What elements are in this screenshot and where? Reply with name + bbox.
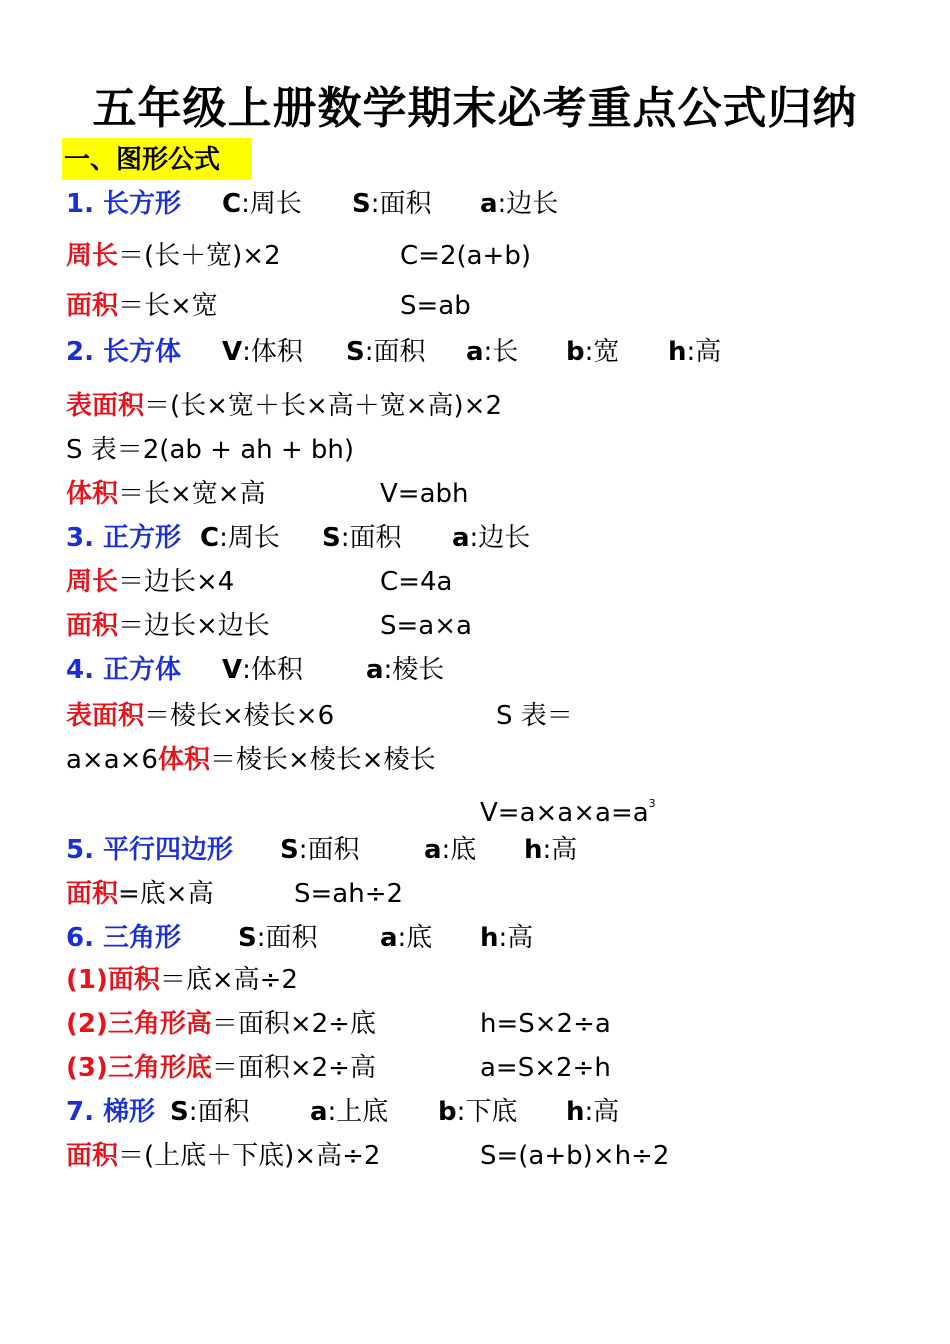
variable-def: S:面积: [170, 1097, 250, 1127]
formula-line: (3)三角形底＝面积×2÷高: [66, 1053, 376, 1083]
formula-line: 面积=底×高: [66, 879, 214, 909]
variable-def: a:长: [466, 337, 519, 367]
variable-def: h:高: [668, 337, 722, 367]
formula-symbolic: S=a×a: [380, 611, 472, 641]
variable-def: V:体积: [222, 655, 303, 685]
formula-line: 面积＝长×宽: [66, 291, 218, 321]
formula-symbolic: S 表＝2(ab + ah + bh): [66, 435, 355, 465]
variable-def: h:高: [524, 835, 578, 865]
formula-symbolic: S=(a+b)×h÷2: [480, 1141, 670, 1171]
variable-def: a:边长: [452, 523, 531, 553]
variable-def: a:边长: [480, 189, 559, 219]
variable-def: b:宽: [566, 337, 620, 367]
variable-def: V:体积: [222, 337, 303, 367]
parallelogram-heading: 5. 平行四边形: [66, 835, 234, 865]
formula-line: 面积＝(上底＋下底)×高÷2: [66, 1141, 381, 1171]
formula-line: 体积＝长×宽×高: [66, 479, 266, 509]
formula-symbolic: $V=a\times a\times a=a^3$: [480, 797, 656, 828]
variable-def: S:面积: [238, 923, 318, 953]
cube-heading: 4. 正方体: [66, 655, 182, 685]
trapezoid-heading: 7. 梯形: [66, 1097, 156, 1127]
variable-def: a:底: [380, 923, 433, 953]
formula-symbolic: C=4a: [380, 567, 453, 597]
variable-def: a:棱长: [366, 655, 445, 685]
formula-symbolic: S=ah÷2: [294, 879, 404, 909]
page-title: 五年级上册数学期末必考重点公式归纳: [92, 83, 858, 134]
formula-line: 周长＝边长×4: [66, 567, 235, 597]
formula-symbolic: S=ab: [400, 291, 471, 321]
variable-def: a:底: [424, 835, 477, 865]
formula-symbolic: S 表＝: [496, 701, 573, 731]
variable-def: S:面积: [322, 523, 402, 553]
formula-symbolic: V=abh: [380, 479, 469, 509]
variable-def: S:面积: [352, 189, 432, 219]
cuboid-heading: 2. 长方体: [66, 337, 182, 367]
variable-def: C:周长: [200, 523, 280, 553]
variable-def: S:面积: [346, 337, 426, 367]
formula-line: 表面积＝棱长×棱长×6: [66, 701, 335, 731]
variable-def: h:高: [566, 1097, 620, 1127]
variable-def: a:上底: [310, 1097, 389, 1127]
formula-symbolic: a=S×2÷h: [480, 1053, 611, 1083]
formula-line: a×a×6体积＝棱长×棱长×棱长: [66, 745, 436, 775]
variable-def: C:周长: [222, 189, 302, 219]
rectangle-heading: 1. 长方形: [66, 189, 182, 219]
variable-def: S:面积: [280, 835, 360, 865]
variable-def: h:高: [480, 923, 534, 953]
formula-symbolic: h=S×2÷a: [480, 1009, 611, 1039]
section-heading: 一、图形公式: [62, 138, 252, 180]
variable-def: b:下底: [438, 1097, 518, 1127]
formula-line: (2)三角形高＝面积×2÷底: [66, 1009, 376, 1039]
square-heading: 3. 正方形: [66, 523, 182, 553]
triangle-heading: 6. 三角形: [66, 923, 182, 953]
formula-line: 面积＝边长×边长: [66, 611, 270, 641]
formula-symbolic: C=2(a+b): [400, 241, 531, 271]
formula-line: (1)面积＝底×高÷2: [66, 965, 298, 995]
formula-line: 表面积＝(长×宽＋长×高＋宽×高)×2: [66, 391, 502, 421]
formula-line: 周长＝(长＋宽)×2: [66, 241, 281, 271]
